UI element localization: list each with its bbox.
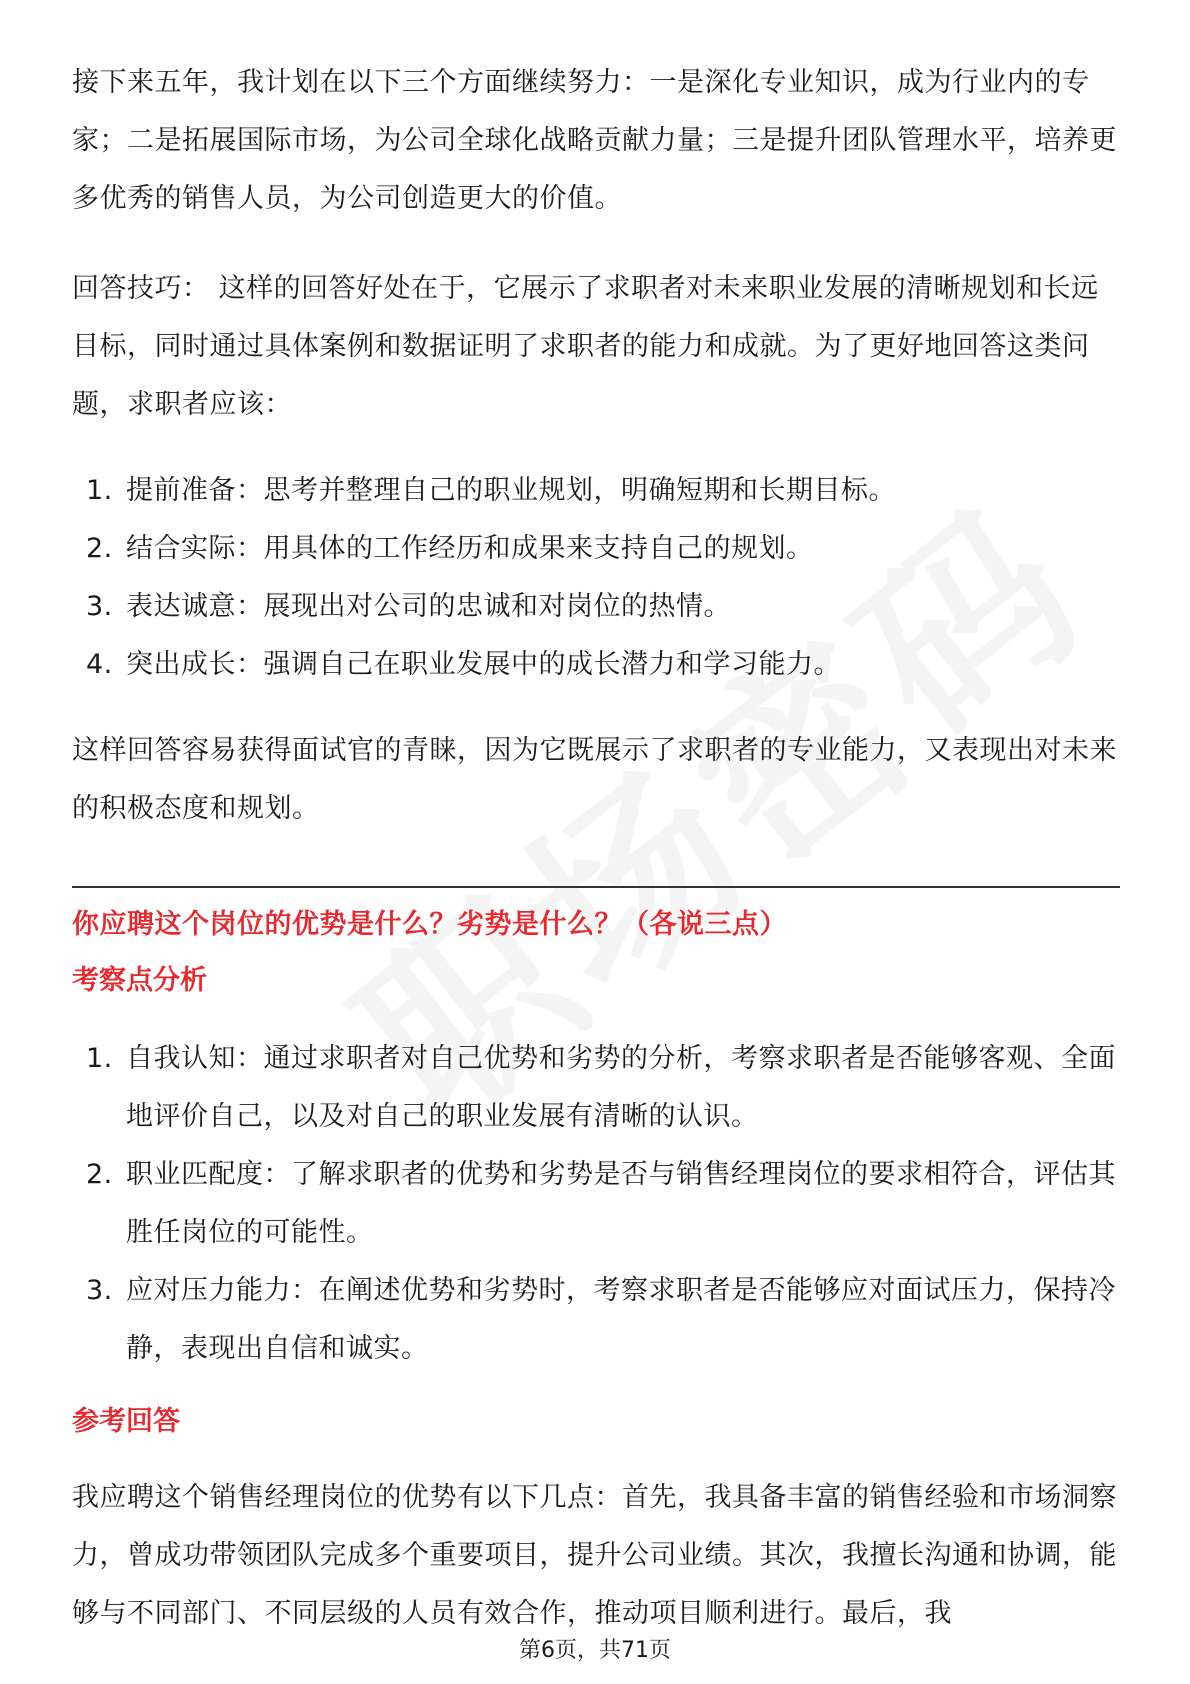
section-divider [72, 886, 1120, 888]
list-item: 2. 职业匹配度：了解求职者的优势和劣势是否与销售经理岗位的要求相符合，评估其胜任岗位的可能性。 [86, 1159, 1116, 1248]
list-item: 2. 结合实际：用具体的工作经历和成果来支持自己的规划。 [86, 533, 814, 564]
paragraph-tips-intro: 回答技巧： 这样的回答好处在于，它展示了求职者对未来职业发展的清晰规划和长远目标，同时通过具体案例和数据证明了求职者的能力和成就。为了更好地回答这类问题，求职者应该： [72, 273, 1099, 420]
list-item: 1. 自我认知：通过求职者对自己优势和劣势的分析，考察求职者是否能够客观、全面地评价自己，以及对自己的职业发展有清晰的认识。 [86, 1043, 1116, 1132]
list-item: 3. 表达诚意：展现出对公司的忠诚和对岗位的热情。 [86, 591, 731, 622]
question-title: 你应聘这个岗位的优势是什么？劣势是什么？（各说三点） [72, 909, 787, 940]
tips-list [72, 462, 1120, 694]
list-item: 1. 提前准备：思考并整理自己的职业规划，明确短期和长期目标。 [86, 475, 896, 506]
analysis-list [72, 1030, 1120, 1378]
paragraph-answer: 我应聘这个销售经理岗位的优势有以下几点：首先，我具备丰富的销售经验和市场洞察力，曾成功带领团队完成多个重要项目，提升公司业绩。其次，我擅长沟通和协调，能够与不同部门、不同层级的人员有效合作，推动项目顺利进行。最后，我 [72, 1482, 1117, 1629]
list-item: 4. 突出成长：强调自己在职业发展中的成长潜力和学习能力。 [86, 649, 841, 680]
page-footer: 第6页，共71页 [519, 1638, 671, 1663]
paragraph-plan: 接下来五年，我计划在以下三个方面继续努力：一是深化专业知识，成为行业内的专家；二是拓展国际市场，为公司全球化战略贡献力量；三是提升团队管理水平，培养更多优秀的销售人员，为公司创造更大的价值。 [72, 67, 1117, 214]
list-item: 3. 应对压力能力：在阐述优势和劣势时，考察求职者是否能够应对面试压力，保持冷静，表现出自信和诚实。 [86, 1275, 1116, 1364]
paragraph-conclusion: 这样回答容易获得面试官的青睐，因为它既展示了求职者的专业能力，又表现出对未来的积极态度和规划。 [72, 735, 1117, 824]
analysis-heading: 考察点分析 [72, 965, 207, 996]
answer-heading: 参考回答 [72, 1406, 180, 1437]
